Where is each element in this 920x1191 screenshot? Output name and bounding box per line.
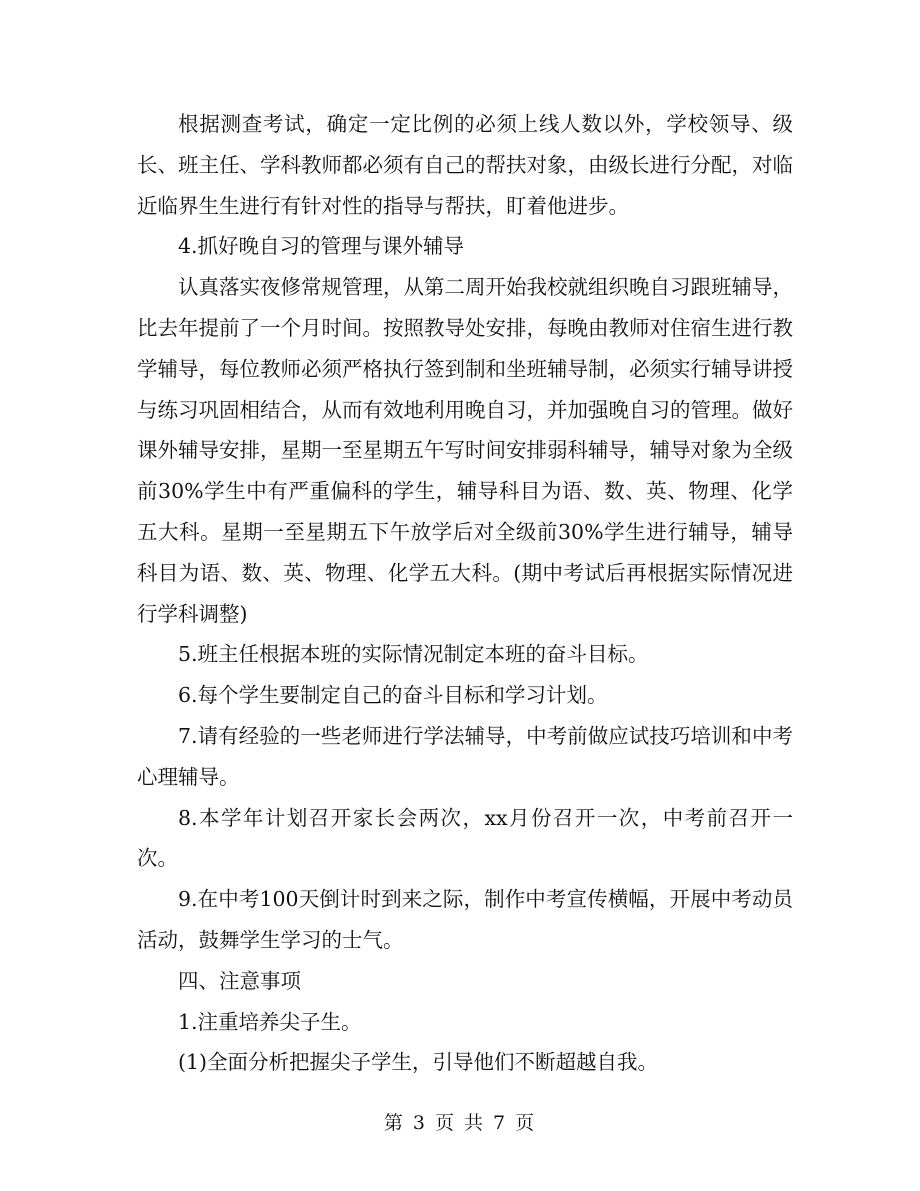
list-item-notes-1: 1.注重培养尖子生。 [178, 1009, 362, 1034]
list-item-5: 5.班主任根据本班的实际情况制定本班的奋斗目标。 [178, 642, 649, 667]
paragraph-support-targets: 根据测查考试，确定一定比例的必须上线人数以外，学校领导、级长、班主任、学科教师都必须有自己的帮扶对象，由级长进行分配，对临近临界生生进行有针对性的指导与帮扶，盯着他进步。 [137, 112, 793, 218]
list-item-9: 9.在中考100天倒计时到来之际，制作中考宣传横幅，开展中考动员活动，鼓舞学生学习的士气。 [137, 887, 793, 952]
list-item-notes-1-sub-1: (1)全面分析把握尖子学生，引导他们不断超越自我。 [178, 1050, 659, 1075]
page-number-label: 第 3 页 共 7 页 [383, 1112, 537, 1134]
paragraph-evening-study: 认真落实夜修常规管理，从第二周开始我校就组织晚自习跟班辅导，比去年提前了一个月时间。按照教导处安排，每晚由教师对住宿生进行教学辅导，每位教师必须严格执行签到制和坐班辅导制，必须实行辅导讲授与练习巩固相结合，从而有效地利用晚自习，并加强晚自习的管理。做好课外辅导安排，星期一至星期五午写时间安排弱科辅导，辅导对象为全级前30%学生中有严重偏科的学生，辅导科目为语、数、英、物理、化学五大科。星期一至星期五下午放学后对全级前30%学生进行辅导，辅导科目为语、数、英、物理、化学五大科。(期中考试后再根据实际情况进行学科调整) [137, 275, 793, 626]
page-footer [0, 1108, 920, 1138]
heading-evening-study: 4.抓好晚自习的管理与课外辅导 [178, 234, 465, 259]
document-body [137, 104, 793, 1083]
list-item-8: 8.本学年计划召开家长会两次，xx月份召开一次，中考前召开一次。 [137, 805, 793, 871]
list-item-6: 6.每个学生要制定自己的奋斗目标和学习计划。 [178, 683, 608, 708]
section-heading-notes: 四、注意事项 [178, 968, 301, 993]
list-item-7: 7.请有经验的一些老师进行学法辅导，中考前做应试技巧培训和中考心理辅导。 [137, 723, 793, 789]
